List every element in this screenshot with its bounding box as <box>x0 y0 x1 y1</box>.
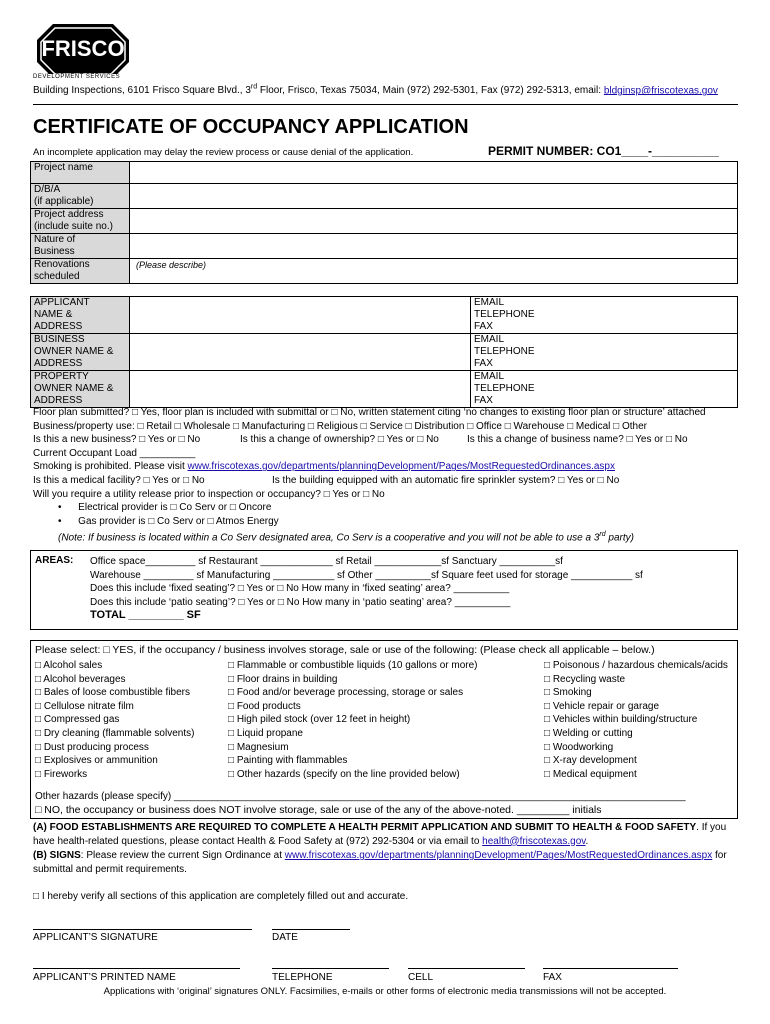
hazard-checkbox[interactable]: □ Woodworking <box>544 741 614 753</box>
date-label: DATE <box>272 932 298 943</box>
hazard-checkbox[interactable]: □ Dry cleaning (flammable solvents) <box>35 727 195 739</box>
hazard-checkbox[interactable]: □ Medical equipment <box>544 768 637 780</box>
dba-field[interactable] <box>130 184 738 209</box>
telephone-label: TELEPHONE <box>272 972 333 983</box>
logo-subtext: DEVELOPMENT SERVICES <box>33 74 133 80</box>
checkbox-icon: □ <box>35 700 44 712</box>
checkbox-icon: □ <box>544 755 553 767</box>
hazard-checkbox[interactable]: □ Cellulose nitrate film <box>35 700 134 712</box>
fax-label: FAX <box>543 972 562 983</box>
new-business-question[interactable]: Is this a new business? □ Yes or □ No <box>33 434 201 446</box>
areas-box <box>30 550 738 630</box>
logo-text: FRISCO <box>41 36 125 61</box>
checkbox-icon: □ <box>228 755 237 767</box>
checkbox-icon: □ <box>35 673 44 685</box>
checkbox-icon: □ <box>544 660 553 671</box>
fixed-seating-question[interactable]: Does this include ‘fixed seating’? □ Yes or □ No How many in ‘fixed seating’ area? __________ <box>90 583 510 595</box>
hazard-checkbox[interactable]: □ Other hazards (specify on the line provided below) <box>228 768 460 780</box>
food-establishment-note: (A) FOOD ESTABLISHMENTS ARE REQUIRED TO COMPLETE A HEALTH PERMIT APPLICATION AND SUBMIT TO HEALTH & FOOD SAFETY. If you have health-related questions, please contact Health & Food Safety at (972) 292-5304 or via email to health@friscotexas.gov. <box>33 822 727 847</box>
project-address-field[interactable] <box>130 209 738 234</box>
renovations-field[interactable]: (Please describe) <box>130 259 738 284</box>
page-title: CERTIFICATE OF OCCUPANCY APPLICATION <box>33 116 469 138</box>
checkbox-icon: □ <box>544 687 553 699</box>
questions-block: Floor plan submitted? □ Yes, floor plan is included with submittal or □ No, written statement citing ‘no changes to existing floor plan or structure’ attached Business/property use: □ Retail □ Wholesale □ Manufacturing □ Religious □ Service □ Distribution □ Office □ Warehouse □ Medical □ Other Is this a new business? □ Yes or □ No Is this a change of ownership? □ Yes or □ No Is this a change of business name? □ Yes or □ No Current Occupant Load __________ Smoking is prohibited. Please visit www.friscotexas.gov/departments/planningDevelopment/Pages/MostRequestedOrdinances.aspx Is this a medical facility? □ Yes or □ No Is the building equipped with an automatic fire sprinkler system? □ Yes or □ No Will you require a utility release prior to inspection or occupancy? □ Yes or □ No • Electrical provider is □ Co Serv or □ Oncore • Gas provider is □ Co Serv or □ Atmos Energy (Note: If business is located within a Co Serv designated area, Co Serv is a cooperative and you will not be able to use a 3rd party) <box>33 406 743 545</box>
health-email-link[interactable]: health@friscotexas.gov <box>482 835 586 847</box>
checkbox-icon: □ <box>35 687 44 699</box>
hazard-checkbox[interactable]: □ Recycling waste <box>544 673 626 685</box>
incomplete-note: An incomplete application may delay the review process or cause denial of the application. <box>33 147 414 158</box>
other-hazards-line[interactable]: Other hazards (please specify) ____________________________________________________________________________________________ <box>35 791 686 802</box>
checkbox-icon: □ <box>228 741 237 753</box>
header-address: Building Inspections, 6101 Frisco Square Blvd., 3rd Floor, Frisco, Texas 75034, Main (972) 292-5301, Fax (972) 292-5313, email: bldginsp@friscotexas.gov <box>33 84 718 97</box>
checkbox-icon: □ <box>544 727 553 739</box>
checkbox-icon: □ <box>544 700 553 712</box>
checkbox-icon: □ <box>35 727 44 739</box>
checkbox-icon: □ <box>544 768 553 780</box>
areas-label: AREAS: <box>35 555 74 566</box>
hazard-checkbox[interactable]: □ Floor drains in building <box>228 673 338 685</box>
sprinkler-question[interactable]: Is the building equipped with an automatic fire sprinkler system? □ Yes or □ No <box>272 474 620 486</box>
checkbox-icon: □ <box>228 687 237 699</box>
contacts-table: APPLICANT NAME & ADDRESS EMAIL TELEPHONE FAX BUSINESS OWNER NAME & ADDRESS EMAIL TELEPHONE FAX PROPERTY OWNER NAME & ADDRESS EMAIL TELEPHONE FAX <box>30 296 738 408</box>
occupant-load[interactable]: Current Occupant Load __________ <box>33 447 196 459</box>
checkbox-icon: □ <box>544 673 553 685</box>
electrical-provider[interactable]: Electrical provider is □ Co Serv or □ Oncore <box>78 502 272 514</box>
hazard-checkbox[interactable]: □ Vehicles within building/structure <box>544 714 698 726</box>
checkbox-icon: □ <box>544 714 553 726</box>
checkbox-icon: □ <box>544 741 553 753</box>
name-change-question[interactable]: Is this a change of business name? □ Yes or □ No <box>467 434 688 446</box>
hazard-checkbox[interactable]: □ Welding or cutting <box>544 727 633 739</box>
patio-seating-question[interactable]: Does this include ‘patio seating’? □ Yes or □ No How many in ‘patio seating’ area? __________ <box>90 596 511 608</box>
hazard-checkbox[interactable]: □ Dust producing process <box>35 741 149 753</box>
hazard-checkbox[interactable]: □ X-ray development <box>544 755 637 767</box>
checkbox-icon: □ <box>35 660 44 671</box>
checkbox-icon: □ <box>35 768 44 780</box>
hazard-checkbox[interactable]: □ Explosives or ammunition <box>35 755 158 767</box>
project-table: Project name D/B/A (if applicable) Project address (include suite no.) Nature of Business Renovations scheduled (Please describe) <box>30 161 738 284</box>
floor-plan-question[interactable]: Floor plan submitted? □ Yes, floor plan is included with submittal or □ No, written statement citing ‘no changes to existing floor plan or structure’ attached <box>33 407 706 418</box>
nature-of-business-field[interactable] <box>130 234 738 259</box>
footer-note: Applications with ‘original’ signatures ONLY. Facsimilies, e-mails or other forms of electronic media transmissions will not be accepted. <box>103 986 667 997</box>
hazard-checkbox[interactable]: □ Food products <box>228 700 301 712</box>
checkbox-icon: □ <box>228 660 237 671</box>
frisco-logo <box>33 22 133 82</box>
checkbox-icon: □ <box>228 673 237 685</box>
hazard-checkbox[interactable]: □ Alcohol beverages <box>35 673 126 685</box>
hazards-intro[interactable]: Please select: □ YES, if the occupancy / business involves storage, sale or use of the following: (Please check all applicable – below.) <box>35 644 655 656</box>
permit-number: PERMIT NUMBER: CO1____-__________ <box>488 144 719 158</box>
signs-note: (B) SIGNS: Please review the current Sign Ordinance at www.friscotexas.gov/departments/planningDevelopment/Pages/MostRequestedOrdinances.aspx for submittal and permit requirements. <box>33 850 727 875</box>
business-use-question[interactable]: Business/property use: □ Retail □ Wholesale □ Manufacturing □ Religious □ Service □ Distribution □ Office □ Warehouse □ Medical □ Other <box>33 420 647 432</box>
hazard-checkbox[interactable]: □ Poisonous / hazardous chemicals/acids <box>544 660 728 671</box>
property-owner-field[interactable] <box>130 371 471 408</box>
hazards-box <box>30 640 738 819</box>
hazard-checkbox[interactable]: □ Liquid propane <box>228 727 303 739</box>
checkbox-icon: □ <box>228 700 237 712</box>
checkbox-icon: □ <box>35 741 44 753</box>
ordinances-link[interactable]: www.friscotexas.gov/departments/planningDevelopment/Pages/MostRequestedOrdinances.aspx <box>187 461 615 473</box>
cell-label: CELL <box>408 972 434 983</box>
medical-facility-question[interactable]: Is this a medical facility? □ Yes or □ No <box>33 474 205 486</box>
checkbox-icon: □ <box>35 714 44 726</box>
hazard-checkbox[interactable]: □ Magnesium <box>228 741 289 753</box>
checkbox-icon: □ <box>228 768 237 780</box>
hazard-checkbox[interactable]: □ Alcohol sales <box>35 660 103 671</box>
verify-checkbox[interactable]: □ I hereby verify all sections of this application are completely filled out and accurate. <box>33 891 409 902</box>
utility-release-question[interactable]: Will you require a utility release prior to inspection or occupancy? □ Yes or □ No <box>33 488 385 500</box>
coserv-note: (Note: If business is located within a Co Serv designated area, Co Serv is a cooperative and you will not be able to use a 3rd party) <box>58 531 634 544</box>
hazard-checkbox[interactable]: □ Flammable or combustible liquids (10 gallons or more) <box>228 660 478 671</box>
hazard-checkbox[interactable]: □ Painting with flammables <box>228 755 348 767</box>
hazards-column-1 <box>35 659 194 781</box>
project-name-label: Project name <box>31 162 130 184</box>
project-name-field[interactable] <box>130 162 738 184</box>
applicant-signature-label: APPLICANT’S SIGNATURE <box>33 932 158 943</box>
checkbox-icon: □ <box>35 755 44 767</box>
hazard-checkbox[interactable]: □ Bales of loose combustible fibers <box>35 687 191 699</box>
applicant-field[interactable] <box>130 297 471 334</box>
areas-row-2[interactable]: Warehouse _________ sf Manufacturing ___________ sf Other __________sf Square feet used for storage ___________ sf <box>90 569 643 581</box>
hazards-column-2 <box>228 659 477 781</box>
areas-row-1[interactable]: Office space_________ sf Restaurant _____________ sf Retail ____________sf Sanctuary __________sf <box>90 556 563 567</box>
no-hazards-line[interactable]: □ NO, the occupancy or business does NOT involve storage, sale or use of the any of the above-noted. _________ initials <box>35 804 602 816</box>
printed-name-label: APPLICANT’S PRINTED NAME <box>33 972 176 983</box>
sign-ordinance-link[interactable]: www.friscotexas.gov/departments/planningDevelopment/Pages/MostRequestedOrdinances.aspx <box>284 850 713 861</box>
hazard-checkbox[interactable]: □ Compressed gas <box>35 714 120 726</box>
checkbox-icon: □ <box>228 714 237 726</box>
business-owner-field[interactable] <box>130 334 471 371</box>
header-email-link[interactable]: bldginsp@friscotexas.gov <box>603 85 718 97</box>
hazards-column-3 <box>544 659 728 781</box>
hazard-checkbox[interactable]: □ Vehicle repair or garage <box>544 700 660 712</box>
hazard-checkbox[interactable]: □ Food and/or beverage processing, storage or sales <box>228 687 464 699</box>
total-sf[interactable]: TOTAL _________ SF <box>90 609 201 622</box>
hazard-checkbox[interactable]: □ Fireworks <box>35 768 88 780</box>
hazard-checkbox[interactable]: □ Smoking <box>544 687 592 699</box>
hazard-checkbox[interactable]: □ High piled stock (over 12 feet in height) <box>228 714 411 726</box>
checkbox-icon: □ <box>228 727 237 739</box>
ownership-change-question[interactable]: Is this a change of ownership? □ Yes or □ No <box>240 434 439 446</box>
gas-provider[interactable]: Gas provider is □ Co Serv or □ Atmos Energy <box>78 515 279 527</box>
